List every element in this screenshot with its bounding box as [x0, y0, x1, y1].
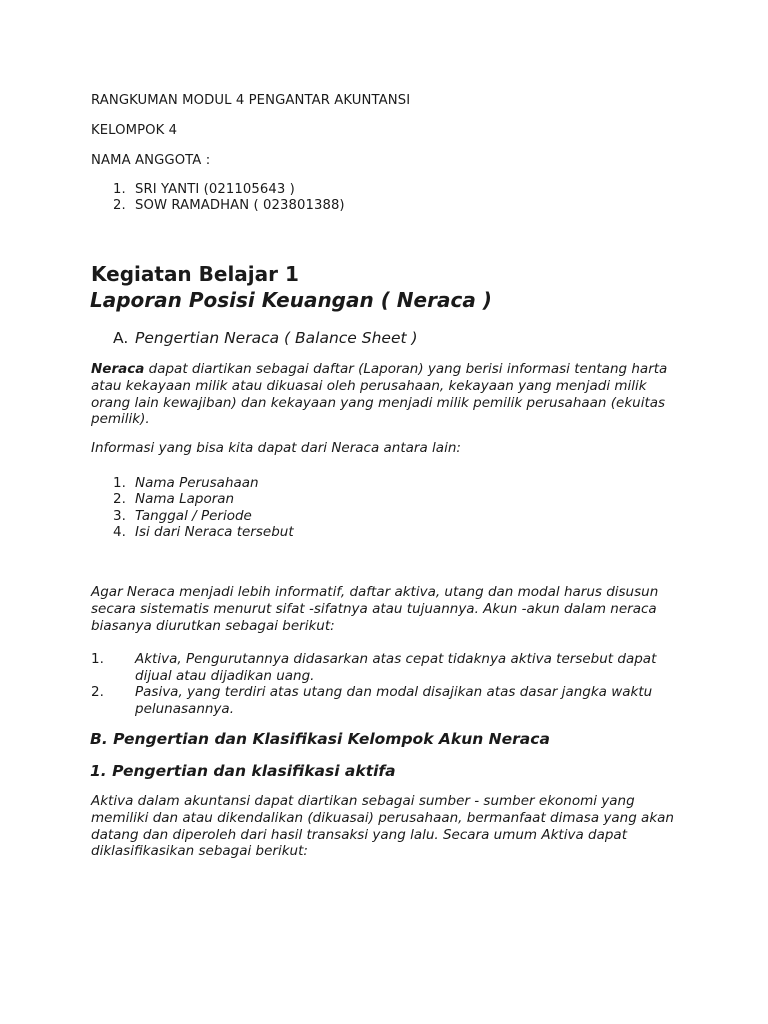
part-a-heading — [113, 329, 418, 347]
order-list-item — [91, 684, 695, 718]
section-title: Kegiatan Belajar 1 — [91, 262, 299, 286]
member-name: SOW RAMADHAN ( 023801388) — [135, 198, 345, 213]
list-number: 1. — [91, 651, 104, 667]
order-list-item — [91, 651, 695, 685]
info-list-item — [113, 524, 294, 541]
part-a-label: A. — [113, 329, 129, 347]
members-label: NAMA ANGGOTA : — [91, 153, 211, 168]
neraca-definition-text: dapat diartikan sebagai daftar (Laporan) yang berisi informasi tentang harta atau kekayaan milik atau dikuasai oleh perusahaan, kekayaan yang menjadi milik orang lain kewajiban) dan kekayaan yang menjadi milik pemilik perusahaan (ekuitas pemilik). — [91, 361, 668, 428]
document-title: RANGKUMAN MODUL 4 PENGANTAR AKUNTANSI — [91, 93, 411, 108]
order-intro: Agar Neraca menjadi lebih informatif, daftar aktiva, utang dan modal harus disusun secara sistematis menurut sifat -sifatnya atau tujuannya. Akun -akun dalam neraca biasanya diurutkan sebagai berikut: — [91, 584, 659, 634]
group-label: KELOMPOK 4 — [91, 123, 178, 138]
list-number: 2. — [113, 491, 126, 507]
member-item — [113, 198, 345, 213]
list-number: 2. — [91, 684, 104, 700]
neraca-definition — [91, 361, 681, 428]
member-number: 2. — [113, 198, 126, 213]
list-text: Aktiva, Pengurutannya didasarkan atas cepat tidaknya aktiva tersebut dapat dijual atau dijadikan uang. — [135, 651, 657, 684]
neraca-term: Neraca — [91, 361, 145, 377]
part-a-title: Pengertian Neraca ( Balance Sheet ) — [135, 329, 418, 347]
list-number: 3. — [113, 508, 126, 524]
info-list-item — [113, 475, 259, 492]
part-b-heading: B. Pengertian dan Klasifikasi Kelompok Akun Neraca — [90, 730, 550, 748]
list-text: Tanggal / Periode — [135, 508, 252, 524]
list-text: Nama Perusahaan — [135, 475, 259, 491]
member-name: SRI YANTI (021105643 ) — [135, 182, 295, 197]
list-number: 4. — [113, 524, 126, 540]
member-item — [113, 182, 295, 197]
part-b-subheading: 1. Pengertian dan klasifikasi aktifa — [90, 762, 396, 780]
info-intro: Informasi yang bisa kita dapat dari Neraca antara lain: — [91, 440, 461, 456]
member-number: 1. — [113, 182, 126, 197]
section-subtitle: Laporan Posisi Keuangan ( Neraca ) — [90, 288, 492, 312]
list-number: 1. — [113, 475, 126, 491]
aktiva-paragraph: Aktiva dalam akuntansi dapat diartikan sebagai sumber - sumber ekonomi yang memiliki dan atau dikendalikan (dikuasai) perusahaan, bermanfaat dimasa yang akan datang dan diperoleh dari hasil transaksi yang lalu. Secara umum Aktiva dapat diklasifikasikan sebagai berikut: — [91, 793, 674, 860]
list-text: Isi dari Neraca tersebut — [135, 524, 294, 540]
info-list-item — [113, 491, 234, 508]
list-text: Pasiva, yang terdiri atas utang dan modal disajikan atas dasar jangka waktu pelunasannya. — [135, 684, 653, 717]
info-list-item — [113, 508, 252, 525]
list-text: Nama Laporan — [135, 491, 235, 507]
